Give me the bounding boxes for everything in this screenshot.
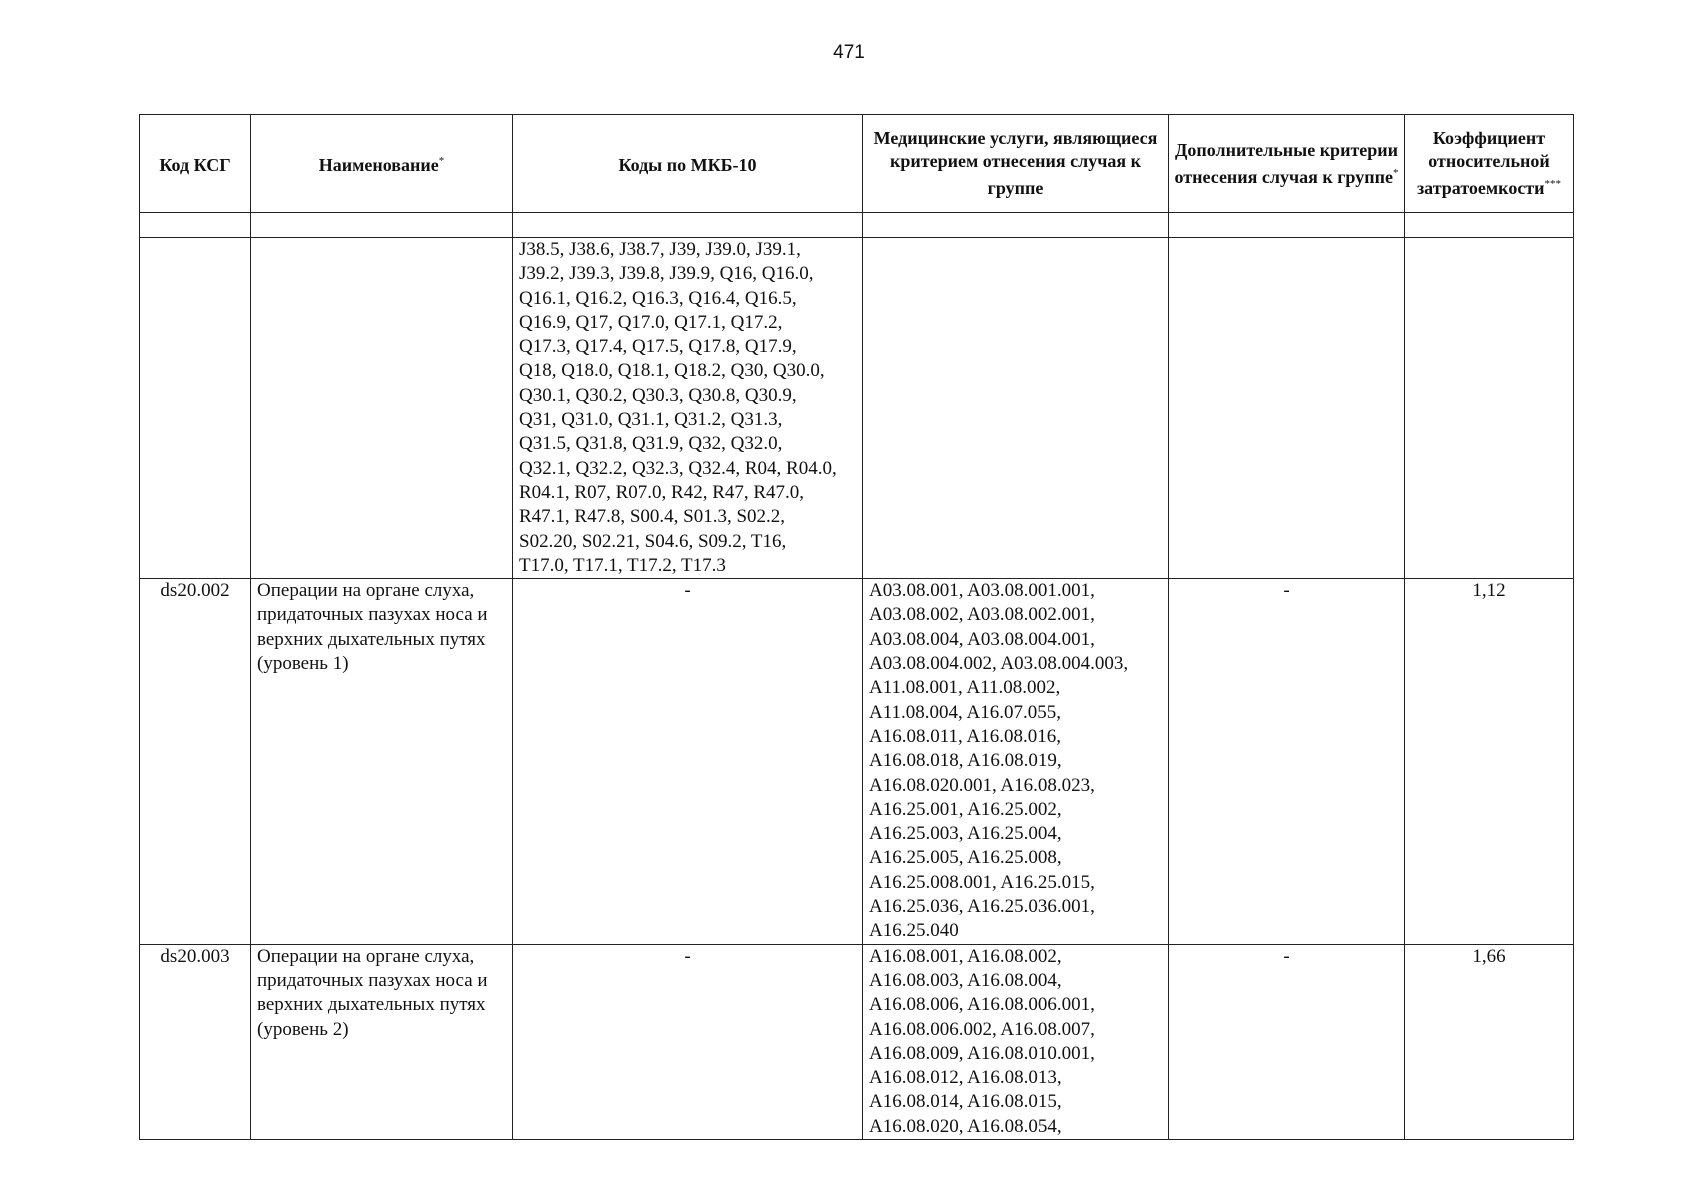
- service-line: A16.08.020.001, A16.08.023,: [869, 774, 1095, 796]
- cell-mkb: -: [513, 579, 863, 944]
- mkb-line: Q16.1, Q16.2, Q16.3, Q16.4, Q16.5,: [519, 287, 797, 309]
- cell-mkb: -: [513, 944, 863, 1139]
- service-line: A16.08.003, A16.08.004,: [869, 969, 1062, 991]
- mkb-line: R04.1, R07, R07.0, R42, R47, R47.0,: [519, 481, 805, 503]
- cell-name: [251, 579, 513, 944]
- cell-name: [251, 944, 513, 1139]
- service-line: A03.08.002, A03.08.002.001,: [869, 604, 1095, 626]
- service-line: A16.08.014, A16.08.015,: [869, 1091, 1062, 1113]
- service-line: A16.08.001, A16.08.002,: [869, 945, 1062, 967]
- service-line: A16.25.003, A16.25.004,: [869, 823, 1062, 845]
- name-line: верхних дыхательных путях: [257, 628, 486, 650]
- name-line: придаточных пазухах носа и: [257, 969, 488, 991]
- cell-coefficient: 1,12: [1405, 579, 1574, 944]
- cell-name: [251, 238, 513, 579]
- name-line: (уровень 1): [257, 653, 349, 675]
- mkb-line: Q17.3, Q17.4, Q17.5, Q17.8, Q17.9,: [519, 336, 797, 358]
- service-line: A03.08.004.002, A03.08.004.003,: [869, 653, 1129, 675]
- cell-coefficient: [1405, 238, 1574, 579]
- name-line: (уровень 2): [257, 1018, 349, 1040]
- cell-extra-criteria: [1169, 238, 1405, 579]
- service-line: A16.25.001, A16.25.002,: [869, 798, 1062, 820]
- spacer-row: [140, 213, 1574, 238]
- cell-mkb: [513, 238, 863, 579]
- mkb-line: J38.5, J38.6, J38.7, J39, J39.0, J39.1,: [519, 239, 801, 260]
- service-line: A16.08.006, A16.08.006.001,: [869, 994, 1095, 1016]
- mkb-line: Q16.9, Q17, Q17.0, Q17.1, Q17.2,: [519, 311, 783, 333]
- cell-code: ds20.003: [140, 944, 251, 1139]
- name-line: придаточных пазухах носа и: [257, 604, 488, 626]
- cell-services: [863, 238, 1169, 579]
- service-line: A16.25.005, A16.25.008,: [869, 847, 1062, 869]
- mkb-line: S02.20, S02.21, S04.6, S09.2, T16,: [519, 530, 787, 552]
- mkb-line: Q31.5, Q31.8, Q31.9, Q32, Q32.0,: [519, 433, 783, 455]
- mkb-line: R47.1, R47.8, S00.4, S01.3, S02.2,: [519, 506, 786, 528]
- mkb-line: Q32.1, Q32.2, Q32.3, Q32.4, R04, R04.0,: [519, 457, 837, 479]
- cell-services: [863, 944, 1169, 1139]
- cell-extra-criteria: -: [1169, 944, 1405, 1139]
- name-line: Операции на органе слуха,: [257, 580, 475, 602]
- header-name: Наименование*: [251, 115, 513, 213]
- header-coefficient: Коэффициент относительной затратоемкости***: [1405, 115, 1574, 213]
- table-row-ds20-003: [140, 944, 1574, 1139]
- service-line: A16.25.040: [869, 920, 959, 942]
- service-line: A16.08.018, A16.08.019,: [869, 750, 1062, 772]
- mkb-line: Q18, Q18.0, Q18.1, Q18.2, Q30, Q30.0,: [519, 360, 825, 382]
- table-row-ds20-002: [140, 579, 1574, 944]
- service-line: A11.08.004, A16.07.055,: [869, 701, 1061, 723]
- table-row-continuation: [140, 238, 1574, 579]
- name-line: Операции на органе слуха,: [257, 945, 475, 967]
- service-line: A16.08.011, A16.08.016,: [869, 725, 1061, 747]
- service-line: A11.08.001, A11.08.002,: [869, 677, 1061, 699]
- mkb-line: Q31, Q31.0, Q31.1, Q31.2, Q31.3,: [519, 409, 783, 431]
- header-services: Медицинские услуги, являющиеся критерием отнесения случая к группе: [863, 115, 1169, 213]
- header-code: Код КСГ: [140, 115, 251, 213]
- service-line: A16.25.008.001, A16.25.015,: [869, 871, 1095, 893]
- header-mkb: Коды по МКБ-10: [513, 115, 863, 213]
- service-line: A16.08.009, A16.08.010.001,: [869, 1042, 1095, 1064]
- service-line: A16.08.012, A16.08.013,: [869, 1067, 1062, 1089]
- service-line: A16.08.020, A16.08.054,: [869, 1115, 1062, 1137]
- service-line: A16.08.006.002, A16.08.007,: [869, 1018, 1095, 1040]
- ksg-table: [139, 114, 1574, 1140]
- page-number: 471: [833, 42, 865, 63]
- cell-services: [863, 579, 1169, 944]
- service-line: A16.25.036, A16.25.036.001,: [869, 896, 1095, 918]
- service-line: A03.08.001, A03.08.001.001,: [869, 580, 1095, 602]
- cell-coefficient: 1,66: [1405, 944, 1574, 1139]
- service-line: A03.08.004, A03.08.004.001,: [869, 628, 1095, 650]
- mkb-line: Q30.1, Q30.2, Q30.3, Q30.8, Q30.9,: [519, 384, 797, 406]
- cell-extra-criteria: -: [1169, 579, 1405, 944]
- mkb-line: T17.0, T17.1, T17.2, T17.3: [519, 554, 726, 576]
- cell-code: ds20.002: [140, 579, 251, 944]
- mkb-line: J39.2, J39.3, J39.8, J39.9, Q16, Q16.0,: [519, 263, 814, 285]
- cell-code: [140, 238, 251, 579]
- name-line: верхних дыхательных путях: [257, 994, 486, 1016]
- table-header-row: [140, 115, 1574, 213]
- header-extra-criteria: Дополнительные критерии отнесения случая к группе*: [1169, 115, 1405, 213]
